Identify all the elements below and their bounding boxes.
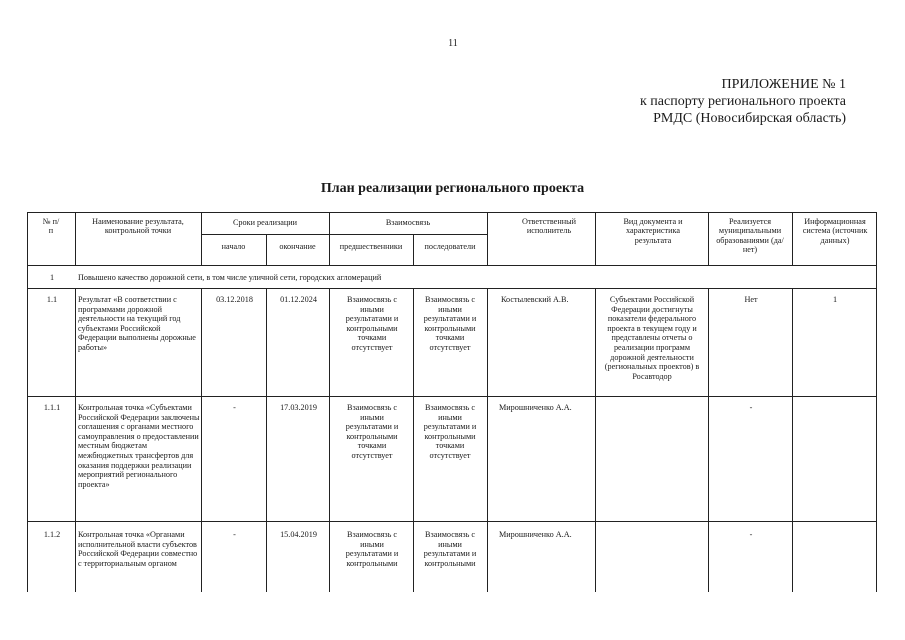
section-title: Повышено качество дорожной сети, в том числе уличной сети, городских агломераций: [78, 273, 382, 282]
table-border-right: [876, 212, 877, 592]
row-num: 1.1.1: [43, 403, 61, 412]
row-municipal: -: [749, 403, 753, 412]
row-municipal: Нет: [744, 295, 758, 304]
table-border-left: [27, 212, 28, 592]
section-num: 1: [49, 273, 55, 282]
row-doc-type: Субъектами Российской Федерации достигнуты показатели федерального проекта в текущем году и представлены отчеты о реализации программ дорожной деятельности (региональных проектов) в Росавтодор: [604, 295, 700, 381]
header-responsible: Ответственный исполнитель: [522, 217, 576, 236]
col-divider-num: [75, 288, 76, 592]
header-num: № п/п: [42, 217, 60, 236]
col-divider-municipal: [792, 288, 793, 592]
header-doc-type: Вид документа и характеристика результата: [623, 217, 683, 245]
header-terms: Сроки реализации: [232, 218, 298, 227]
col-divider-name: [201, 288, 202, 592]
row-responsible: Мирошниченко А.А.: [499, 530, 572, 539]
col-divider-doc-type: [708, 288, 709, 592]
header-relation: Взаимосвязь: [385, 218, 431, 227]
row-info-system: 1: [832, 295, 838, 304]
header-name: Наименование результата, контрольной точки: [92, 217, 184, 236]
row-predecessors: Взаимосвязь с иными результатами и контрольными точками отсутствует: [345, 403, 399, 460]
col-divider-terms: [329, 288, 330, 592]
document-title: План реализации регионального проекта: [320, 181, 585, 196]
row-start-date: -: [233, 403, 236, 412]
implementation-plan-table: [27, 212, 877, 592]
header-subrow-line: [201, 234, 487, 235]
header-predecessors: предшественники: [339, 242, 403, 251]
col-divider-relation: [487, 212, 488, 266]
col-divider-pred: [413, 234, 414, 266]
annex-project: РМДС (Новосибирская область): [653, 111, 846, 126]
table-border-top: [27, 212, 877, 213]
row-successors: Взаимосвязь с иными результатами и контрольными точками отсутствует: [423, 403, 477, 460]
col-divider-responsible: [595, 288, 596, 592]
row-name: Контрольная точка «Органами исполнительной власти субъектов Российской Федерации совместно с территориальным органом: [78, 530, 198, 568]
col-divider-start: [266, 234, 267, 266]
row-successors: Взаимосвязь с иными результатами и контрольными: [423, 530, 477, 568]
header-start: начало: [221, 242, 246, 251]
col-divider-start: [266, 288, 267, 592]
header-info-system: Информационная система (источник данных): [802, 217, 868, 245]
annex-subtitle: к паспорту регионального проекта: [640, 94, 846, 109]
row-name: Результат «В соответствии с программами дорожной деятельности на текущий год субъектами Российской Федерации выполнены дорожные работы»: [78, 295, 196, 352]
row-predecessors: Взаимосвязь с иными результатами и контрольными точками отсутствует: [345, 295, 399, 352]
page-number: 11: [448, 38, 458, 49]
row-responsible: Костылевский А.В.: [501, 295, 569, 304]
row-predecessors: Взаимосвязь с иными результатами и контрольными: [345, 530, 399, 568]
col-divider-relation: [487, 288, 488, 592]
header-municipal: Реализуется муниципальными образованиями (да/нет): [716, 217, 784, 255]
section-bottom-line: [27, 288, 877, 289]
row-municipal: -: [749, 530, 753, 539]
col-divider-pred: [413, 288, 414, 592]
row-responsible: Мирошниченко А.А.: [499, 403, 572, 412]
header-bottom-line: [27, 265, 877, 266]
header-end: окончание: [279, 242, 316, 251]
col-divider-doc-type: [708, 212, 709, 266]
header-successors: последователи: [424, 242, 476, 251]
col-divider-municipal: [792, 212, 793, 266]
row-name: Контрольная точка «Субъектами Российской Федерации заключены соглашения с органами местного самоуправления о предоставлении местным бюджетам межбюджетных трансфертов для оказания поддержки реализации мероприятий регионального проекта»: [78, 403, 200, 489]
row-end-date: 01.12.2024: [280, 295, 317, 304]
row-start-date: 03.12.2018: [216, 295, 253, 304]
col-divider-num: [75, 212, 76, 266]
row-end-date: 17.03.2019: [280, 403, 317, 412]
row-2-bottom-line: [27, 521, 877, 522]
row-num: 1.1: [46, 295, 58, 304]
row-successors: Взаимосвязь с иными результатами и контрольными точками отсутствует: [423, 295, 477, 352]
row-1-bottom-line: [27, 396, 877, 397]
row-num: 1.1.2: [43, 530, 61, 539]
annex-header: [560, 76, 846, 127]
annex-title: ПРИЛОЖЕНИЕ № 1: [721, 77, 846, 92]
row-start-date: -: [233, 530, 236, 539]
row-end-date: 15.04.2019: [280, 530, 317, 539]
col-divider-name: [201, 212, 202, 266]
col-divider-responsible: [595, 212, 596, 266]
col-divider-terms: [329, 212, 330, 266]
